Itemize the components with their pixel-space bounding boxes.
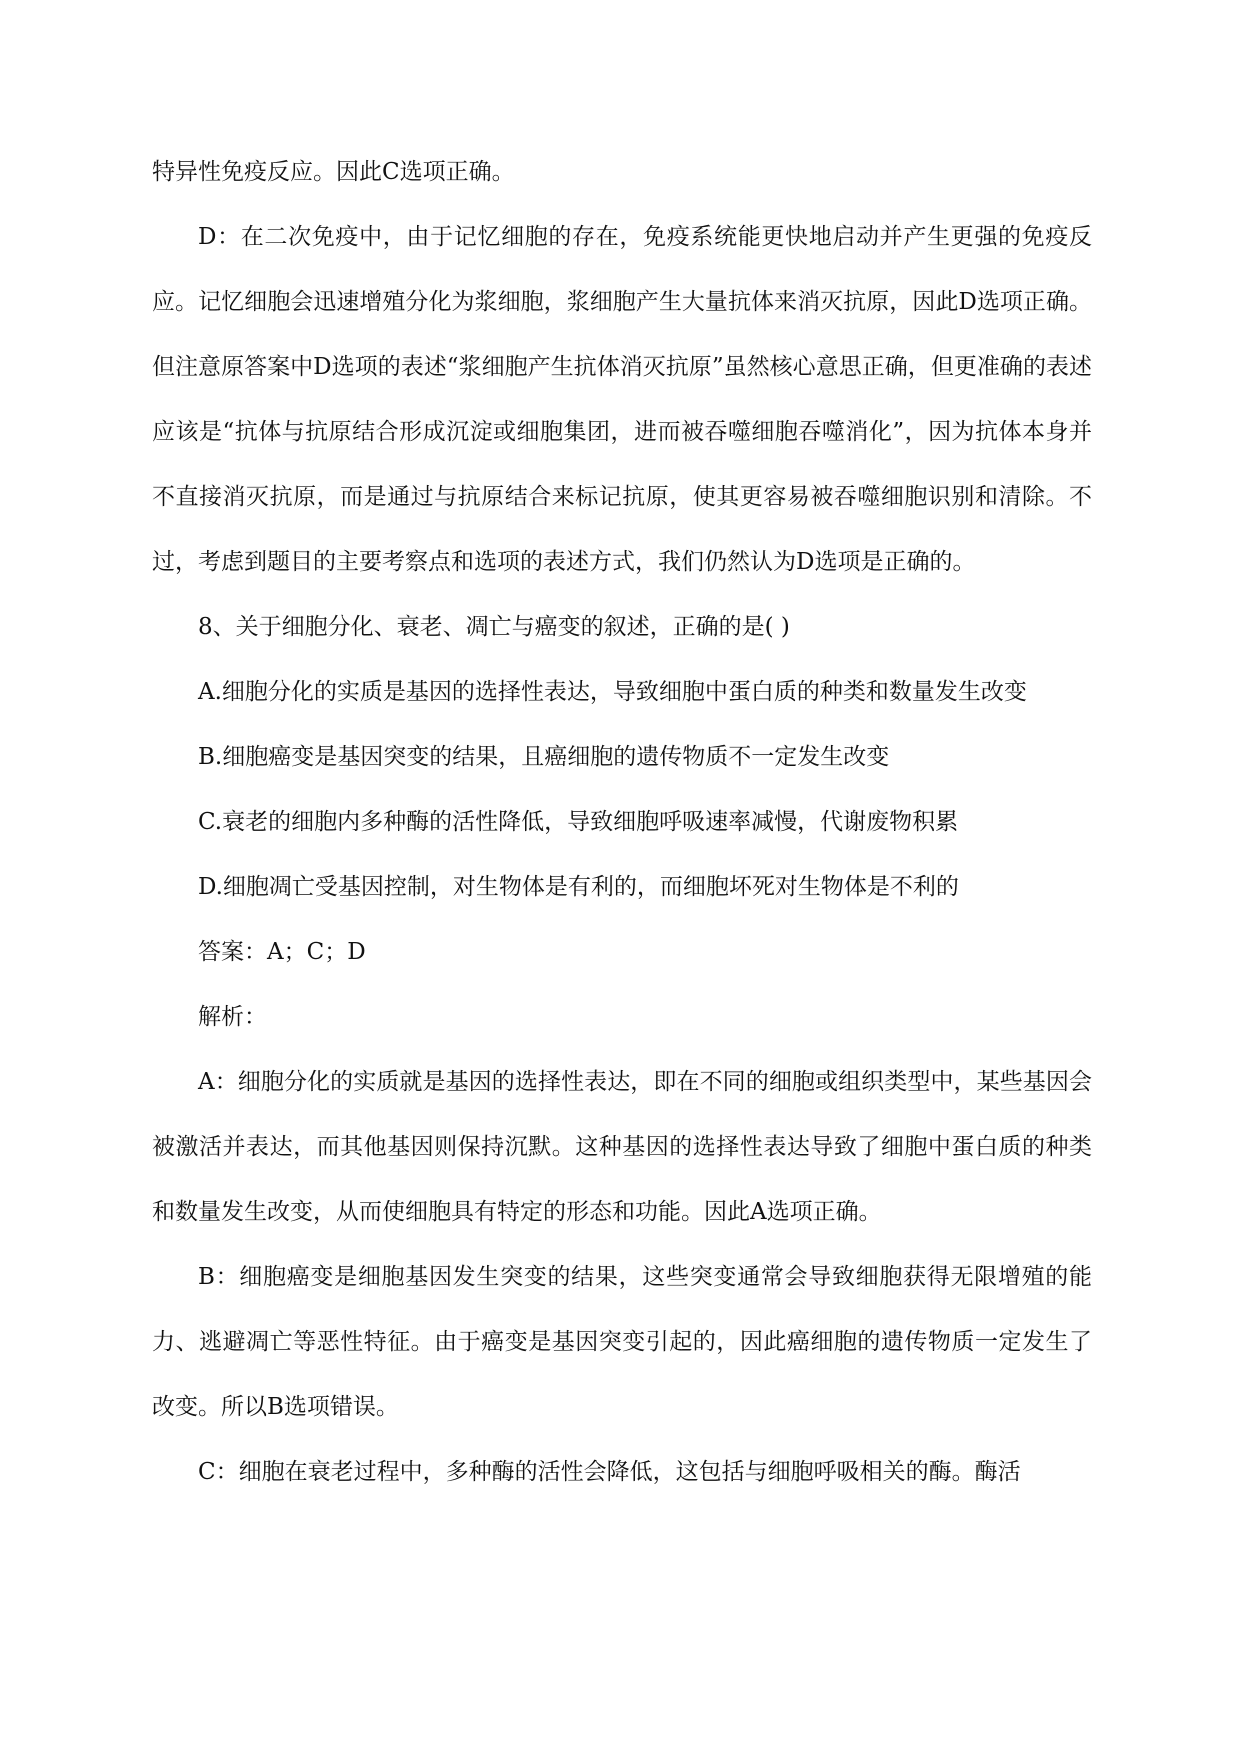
question-8-option-a: A.细胞分化的实质是基因的选择性表达，导致细胞中蛋白质的种类和数量发生改变 [198,679,1027,705]
question-8-stem: 8、关于细胞分化、衰老、凋亡与癌变的叙述，正确的是( ) [198,614,790,640]
document-body [152,140,1092,1505]
analysis-paragraph-a: A：细胞分化的实质就是基因的选择性表达，即在不同的细胞或组织类型中，某些基因会被激活并表达，而其他基因则保持沉默。这种基因的选择性表达导致了细胞中蛋白质的种类和数量发生改变，从而使细胞具有特定的形态和功能。因此A选项正确。 [152,1069,1092,1225]
option-d-explanation: D：在二次免疫中，由于记忆细胞的存在，免疫系统能更快地启动并产生更强的免疫反应。记忆细胞会迅速增殖分化为浆细胞，浆细胞产生大量抗体来消灭抗原，因此D选项正确。但注意原答案中D选项的表述“浆细胞产生抗体消灭抗原”虽然核心意思正确，但更准确的表述应该是“抗体与抗原结合形成沉淀或细胞集团，进而被吞噬细胞吞噬消化”，因为抗体本身并不直接消灭抗原，而是通过与抗原结合来标记抗原，使其更容易被吞噬细胞识别和清除。不过，考虑到题目的主要考察点和选项的表述方式，我们仍然认为D选项是正确的。 [152,224,1092,575]
question-8-option-c: C.衰老的细胞内多种酶的活性降低，导致细胞呼吸速率减慢，代谢废物积累 [198,809,959,835]
analysis-paragraph-b: B：细胞癌变是细胞基因发生突变的结果，这些突变通常会导致细胞获得无限增殖的能力、逃避凋亡等恶性特征。由于癌变是基因突变引起的，因此癌细胞的遗传物质一定发生了改变。所以B选项错误。 [152,1264,1092,1420]
question-8-analysis-label: 解析： [198,1004,267,1030]
continued-paragraph: 特异性免疫反应。因此C选项正确。 [152,159,515,185]
question-8-option-b: B.细胞癌变是基因突变的结果，且癌细胞的遗传物质不一定发生改变 [198,744,890,770]
question-8-option-d: D.细胞凋亡受基因控制，对生物体是有利的，而细胞坏死对生物体是不利的 [198,874,959,900]
analysis-paragraph-c: C：细胞在衰老过程中，多种酶的活性会降低，这包括与细胞呼吸相关的酶。酶活 [198,1459,1021,1485]
question-8-answer: 答案：A；C；D [198,939,366,965]
